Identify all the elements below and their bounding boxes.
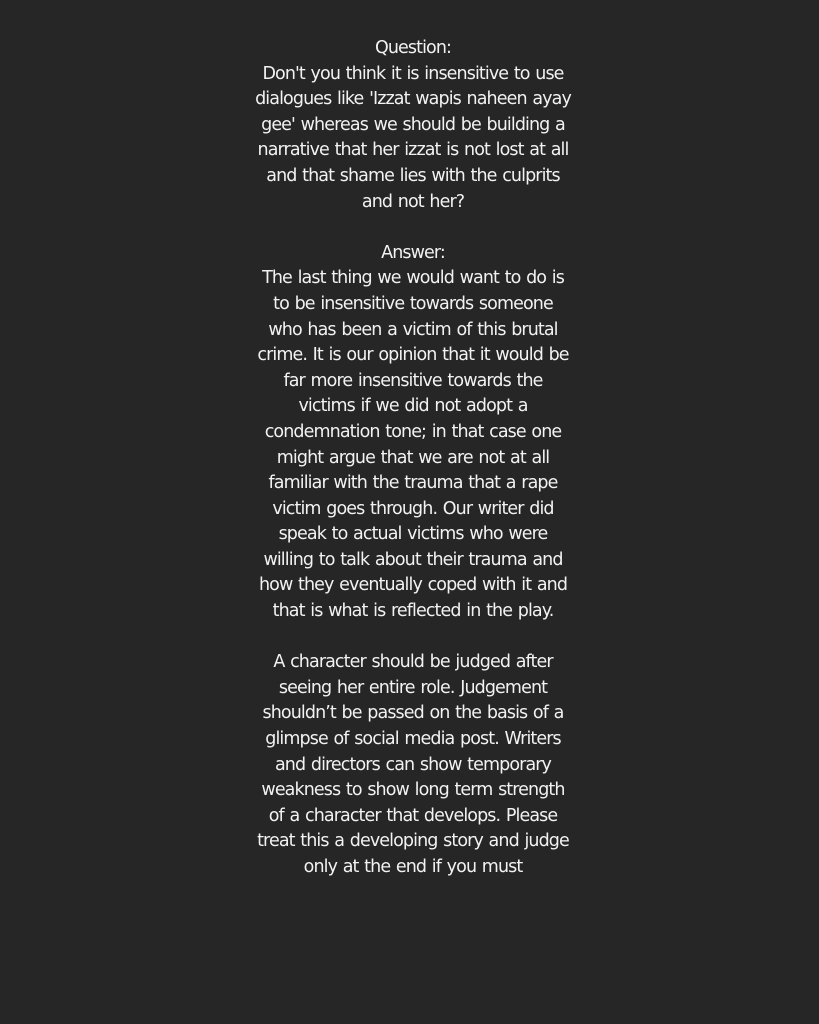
spacer [254, 215, 572, 241]
question-heading: Question: [374, 38, 452, 58]
answer-paragraph-2: A character should be judged after seeing her entire role. Judgement shouldn’t be passed on the basis of a glimpse of social media post. Writers and directors can show temporary weakness to show long term strength of a character that develops. Please treat this a developing story and judge only at the end if you must [257, 652, 569, 877]
question-body: Don't you think it is insensitive to use dialogues like 'Izzat wapis naheen ayay gee' whereas we should be building a narrative that her izzat is not lost at all and that shame lies with the culprits and not her? [255, 63, 571, 212]
answer-heading: Answer: [381, 242, 445, 263]
answer-paragraph-1: The last thing we would want to do is to be insensitive towards someone who has been a victim of this brutal crime. It is our opinion that it would be far more insensitive towards the victims if we did not adopt a condemnation tone; in that case one might argue that we are not at all familiar with the trauma that a rape victim goes through. Our writer did speak to actual victims who were willing to talk about their trauma and how they eventually coped with it and that is what is reflected in the play. [257, 268, 569, 622]
spacer [254, 625, 572, 651]
qa-text-column [254, 36, 572, 881]
